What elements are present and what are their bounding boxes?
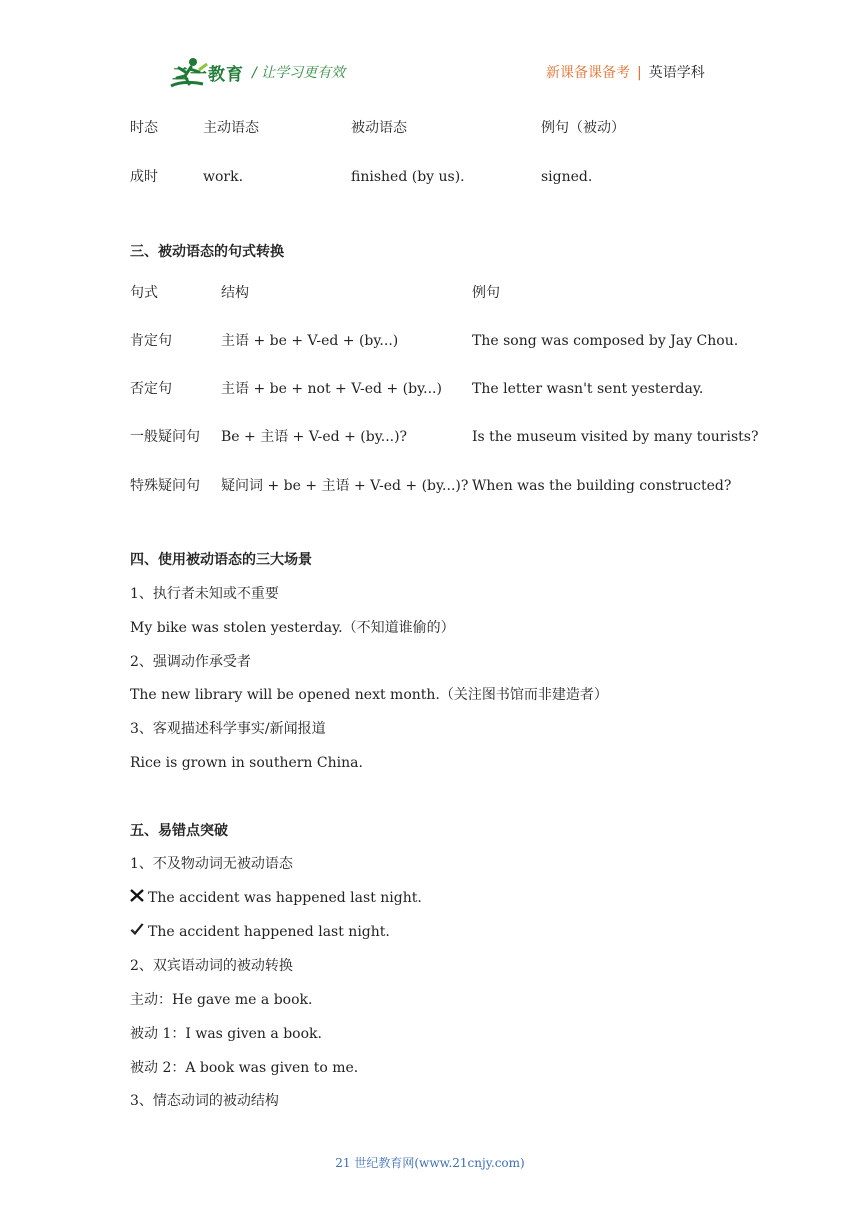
section3-row-type: 否定句 bbox=[130, 381, 172, 397]
section3-row-structure: 疑问词 + be + 主语 + V-ed + (by...)? bbox=[221, 478, 469, 494]
section5-title: 五、易错点突破 bbox=[130, 823, 228, 839]
table1-header-0: 时态 bbox=[130, 120, 158, 136]
header-subject bbox=[546, 62, 705, 82]
section4-line: The new library will be opened next month.（关注图书馆而非建造者） bbox=[130, 687, 608, 703]
section3-row-type: 特殊疑问句 bbox=[130, 478, 200, 494]
section5-line: 被动 1：I was given a book. bbox=[130, 1026, 322, 1042]
section3-row-example: Is the museum visited by many tourists? bbox=[472, 429, 759, 445]
section5-line: 3、情态动词的被动结构 bbox=[130, 1093, 279, 1109]
section3-row-structure: Be + 主语 + V-ed + (by...)? bbox=[221, 429, 408, 445]
table1-header-2: 被动语态 bbox=[351, 120, 407, 136]
table1-header-3: 例句（被动） bbox=[541, 120, 625, 136]
section3-row-example: The letter wasn't sent yesterday. bbox=[472, 381, 704, 397]
right-example bbox=[130, 923, 390, 941]
section3-row-type: 一般疑问句 bbox=[130, 429, 200, 445]
section3-row-example: When was the building constructed? bbox=[472, 478, 732, 494]
header-course: 新课备课备考 bbox=[546, 65, 630, 81]
section3-header-1: 结构 bbox=[221, 285, 249, 301]
section3-header-2: 例句 bbox=[472, 285, 500, 301]
section4-line: 3、客观描述科学事实/新闻报道 bbox=[130, 721, 326, 737]
wrong-sentence: The accident was happened last night. bbox=[148, 890, 422, 906]
section5-line: 主动：He gave me a book. bbox=[130, 992, 313, 1008]
section3-title: 三、被动语态的句式转换 bbox=[130, 244, 284, 260]
section3-header-0: 句式 bbox=[130, 285, 158, 301]
section5-line: 2、双宾语动词的被动转换 bbox=[130, 958, 293, 974]
section3-row-structure: 主语 + be + V-ed + (by...) bbox=[221, 333, 399, 349]
wrong-example bbox=[130, 889, 422, 907]
section5-line: 1、不及物动词无被动语态 bbox=[130, 856, 293, 872]
table1-cell: signed. bbox=[541, 169, 593, 185]
section3-row-example: The song was composed by Jay Chou. bbox=[472, 333, 739, 349]
section5-line: 被动 2：A book was given to me. bbox=[130, 1060, 359, 1076]
cross-icon bbox=[130, 889, 144, 907]
check-icon bbox=[130, 923, 144, 941]
section3-row-type: 肯定句 bbox=[130, 333, 172, 349]
slogan: / 让学习更有效 bbox=[252, 65, 346, 81]
section4-line: 2、强调动作承受者 bbox=[130, 654, 251, 670]
section3-row-structure: 主语 + be + not + V-ed + (by...) bbox=[221, 381, 442, 397]
section4-line: Rice is grown in southern China. bbox=[130, 755, 363, 771]
header-separator: | bbox=[637, 65, 642, 81]
section4-line: 1、执行者未知或不重要 bbox=[130, 586, 279, 602]
page-footer: 21 世纪教育网(www.21cnjy.com) bbox=[335, 1156, 525, 1170]
table1-cell: work. bbox=[203, 169, 244, 185]
table1-header-1: 主动语态 bbox=[203, 120, 259, 136]
right-sentence: The accident happened last night. bbox=[148, 924, 390, 940]
header-subject-name: 英语学科 bbox=[648, 65, 705, 81]
table1-cell: 成时 bbox=[130, 169, 158, 185]
section4-title: 四、使用被动语态的三大场景 bbox=[130, 552, 312, 568]
table1-cell: finished (by us). bbox=[351, 169, 465, 185]
logo-text: 二一教育 bbox=[172, 65, 244, 85]
section4-line: My bike was stolen yesterday.（不知道谁偷的） bbox=[130, 620, 455, 636]
